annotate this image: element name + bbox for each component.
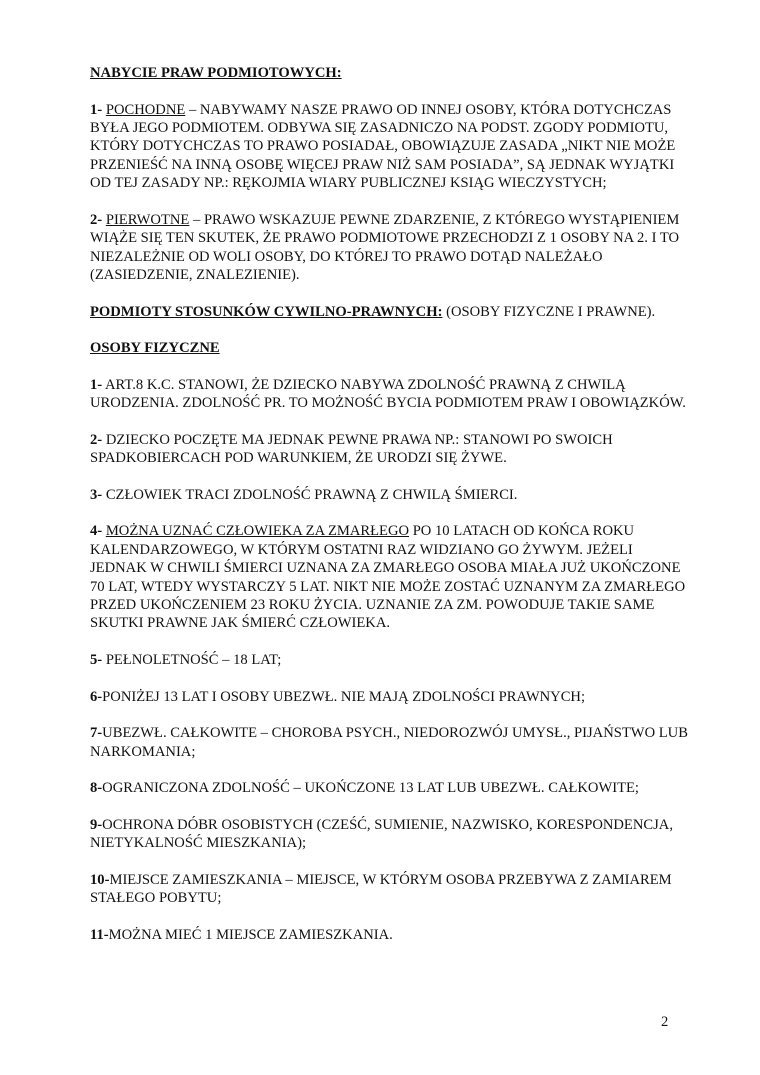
item-number: 2- <box>90 431 103 448</box>
item-text: MOŻNA MIEĆ 1 MIEJSCE ZAMIESZKANIA. <box>108 926 393 943</box>
item-number: 4- <box>90 523 103 540</box>
paragraph-derivative <box>90 101 690 193</box>
list-item <box>90 816 690 853</box>
item-text: DZIECKO POCZĘTE MA JEDNAK PEWNE PRAWA NP.: STANOWI PO SWOICH SPADKOBIERCACH POD WARUNKIEM, ŻE URODZI SIĘ ŻYWE. <box>90 431 613 467</box>
item-number: 5- <box>90 652 103 669</box>
item-number: 10- <box>90 871 110 888</box>
paragraph-number: 2- <box>90 211 103 228</box>
item-number: 7- <box>90 725 103 742</box>
item-number: 9- <box>90 816 103 833</box>
item-text: PONIŻEJ 13 LAT I OSOBY UBEZWŁ. NIE MAJĄ ZDOLNOŚCI PRAWNYCH; <box>102 688 586 705</box>
item-text: ART.8 K.C. STANOWI, ŻE DZIECKO NABYWA ZDOLNOŚĆ PRAWNĄ Z CHWILĄ URODZENIA. ZDOLNOŚĆ PR. TO MOŻNOŚĆ BYCIA PODMIOTEM PRAW I OBOWIĄZKÓW. <box>90 376 686 412</box>
item-text: CZŁOWIEK TRACI ZDOLNOŚĆ PRAWNĄ Z CHWILĄ ŚMIERCI. <box>102 486 518 503</box>
item-number: 6- <box>90 688 103 705</box>
numbered-list <box>90 376 690 944</box>
list-item <box>90 431 690 468</box>
paragraph-subjects <box>90 303 690 321</box>
list-item <box>90 376 690 413</box>
list-item <box>90 926 690 944</box>
item-number: 3- <box>90 486 103 503</box>
subjects-text: (OSOBY FIZYCZNE I PRAWNE). <box>442 303 656 320</box>
item-number: 11- <box>90 926 109 943</box>
list-item <box>90 486 690 504</box>
paragraph-number: 1- <box>90 101 103 118</box>
section-title-natural-persons: OSOBY FIZYCZNE <box>90 340 220 357</box>
list-item <box>90 651 690 669</box>
list-item <box>90 724 690 761</box>
item-text: PEŁNOLETNOŚĆ – 18 LAT; <box>102 652 282 669</box>
item-text: OGRANICZONA ZDOLNOŚĆ – UKOŃCZONE 13 LAT LUB UBEZWŁ. CAŁKOWITE; <box>102 780 639 797</box>
list-item <box>90 688 690 706</box>
item-number: 8- <box>90 780 103 797</box>
term-original: PIERWOTNE <box>105 211 190 228</box>
item-text: MIEJSCE ZAMIESZKANIA – MIEJSCE, W KTÓRYM OSOBA PRZEBYWA Z ZAMIAREM STAŁEGO POBYTU; <box>90 871 672 907</box>
paragraph-text: – PRAWO WSKAZUJE PEWNE ZDARZENIE, Z KTÓREGO WYSTĄPIENIEM WIĄŻE SIĘ TEN SKUTEK, ŻE PRAWO PODMIOTOWE PRZECHODZI Z 1 OSOBY NA 2. I TO NIEZALEŻNIE OD WOLI OSOBY, DO KTÓREJ TO PRAWO DOTĄD NALEŻAŁO (ZASIEDZENIE, ZNALEZIENIE). <box>90 211 680 284</box>
item-text-continued: PO 10 LATACH OD KOŃCA ROKU KALENDARZOWEGO, W KTÓRYM OSTATNI RAZ WIDZIANO GO ŻYWYM. JEŻELI JEDNAK W CHWILI ŚMIERCI UZNANA ZA ZMARŁEGO OSOBA MIAŁA JUŻ UKOŃCZONE 70 LAT, WTEDY WYSTARCZY 5 LAT. NIKT NIE MOŻE ZOSTAĆ UZNANYM ZA ZMARŁEGO PRZED UKOŃCZENIEM 23 ROKU ŻYCIA. UZNANIE ZA ZM. POWODUJE TAKIE SAME SKUTKI PRAWNE JAK ŚMIERĆ CZŁOWIEKA. <box>90 523 686 632</box>
page-number: 2 <box>661 1014 669 1030</box>
item-text: UBEZWŁ. CAŁKOWITE – CHOROBA PSYCH., NIEDOROZWÓJ UMYSŁ., PIJAŃSTWO LUB NARKOMANIA; <box>90 725 688 760</box>
list-item <box>90 522 690 632</box>
item-number: 1- <box>90 376 103 393</box>
subjects-heading: PODMIOTY STOSUNKÓW CYWILNO-PRAWNYCH: <box>90 303 443 320</box>
term-derivative: POCHODNE <box>105 101 186 118</box>
list-item <box>90 779 690 797</box>
list-item <box>90 871 690 908</box>
item-text: OCHRONA DÓBR OSOBISTYCH (CZEŚĆ, SUMIENIE, NAZWISKO, KORESPONDENCJA, NIETYKALNOŚĆ MIESZKANIA); <box>90 816 673 852</box>
item-term: MOŻNA UZNAĆ CZŁOWIEKA ZA ZMARŁEGO <box>105 523 410 540</box>
paragraph-original <box>90 211 690 285</box>
document-page <box>90 64 690 962</box>
section-title: NABYCIE PRAW PODMIOTOWYCH: <box>90 65 342 81</box>
paragraph-text: – NABYWAMY NASZE PRAWO OD INNEJ OSOBY, KTÓRA DOTYCHCZAS BYŁA JEGO PODMIOTEM. ODBYWA SIĘ ZASADNICZO NA PODST. ZGODY PODMIOTU, KTÓRY DOTYCHCZAS TO PRAWO POSIADAŁ, OBOWIĄZUJE ZASADA „NIKT NIE MOŻE PRZENIEŚĆ NA INNĄ OSOBĘ WIĘCEJ PRAW NIŻ SAM POSIADA”, SĄ JEDNAK WYJĄTKI OD TEJ ZASADY NP.: RĘKOJMIA WIARY PUBLICZNEJ KSIĄG WIECZYSTYCH; <box>90 101 676 192</box>
